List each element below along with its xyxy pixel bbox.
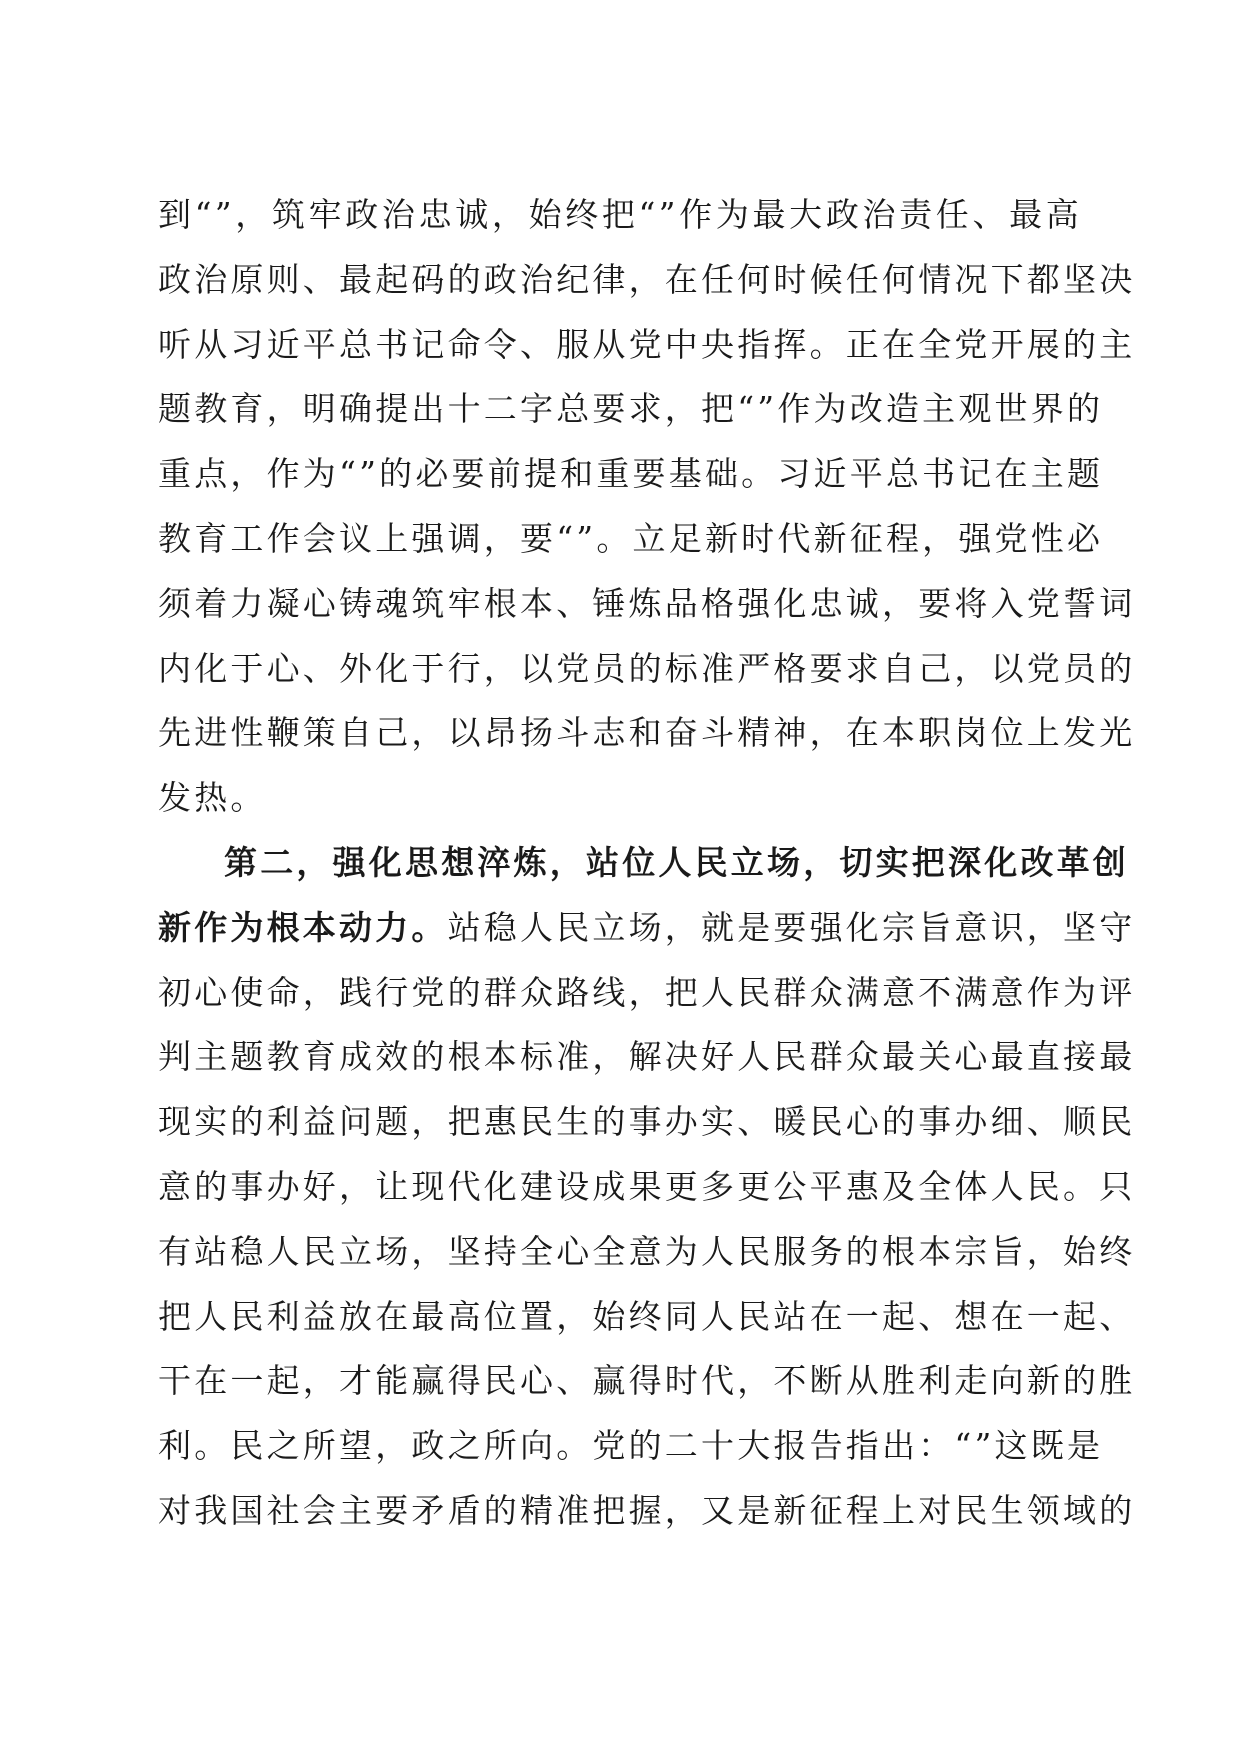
text-line: 意的事办好，让现代化建设成果更多更公平惠及全体人民。只 (158, 1166, 1136, 1206)
text-run: 站稳人民立场，就是要强化宗旨意识，坚守 (447, 907, 1136, 947)
text-line: 重点，作为“”的必要前提和重要基础。习近平总书记在主题 (158, 454, 1104, 494)
text-line: 听从习近平总书记命令、服从党中央指挥。正在全党开展的主 (158, 324, 1136, 364)
text-line: 到“”，筑牢政治忠诚，始终把“”作为最大政治责任、最高 (158, 195, 1082, 234)
body-text (158, 183, 1136, 1544)
text-line: 发热。 (158, 778, 267, 818)
text-line: 把人民利益放在最高位置，始终同人民站在一起、想在一起、 (158, 1296, 1136, 1336)
text-line: 现实的利益问题，把惠民生的事办实、暖民心的事办细、顺民 (158, 1102, 1136, 1142)
text-line: 对我国社会主要矛盾的精准把握，又是新征程上对民生领域的 (158, 1490, 1136, 1530)
paragraph-1 (158, 183, 1136, 831)
section-heading-end: 新作为根本动力。 (158, 907, 448, 947)
text-line: 内化于心、外化于行，以党员的标准严格要求自己，以党员的 (158, 648, 1136, 688)
text-line: 先进性鞭策自己，以昂扬斗志和奋斗精神，在本职岗位上发光 (158, 713, 1136, 753)
text-line (158, 896, 1136, 961)
paragraph-2 (158, 831, 1136, 1544)
text-line: 干在一起，才能赢得民心、赢得时代，不断从胜利走向新的胜 (158, 1361, 1136, 1401)
text-line: 须着力凝心铸魂筑牢根本、锤炼品格强化忠诚，要将入党誓词 (158, 583, 1136, 623)
section-heading: 第二，强化思想淬炼，站位人民立场，切实把深化改革创 (224, 842, 1129, 882)
text-line: 有站稳人民立场，坚持全心全意为人民服务的根本宗旨，始终 (158, 1231, 1136, 1271)
text-line: 利。民之所望，政之所向。党的二十大报告指出：“”这既是 (158, 1426, 1104, 1466)
text-line: 判主题教育成效的根本标准，解决好人民群众最关心最直接最 (158, 1037, 1136, 1077)
text-line: 政治原则、最起码的政治纪律，在任何时候任何情况下都坚决 (158, 259, 1136, 299)
text-line: 教育工作会议上强调，要“”。立足新时代新征程，强党性必 (158, 518, 1104, 558)
text-line: 题教育，明确提出十二字总要求，把“”作为改造主观世界的 (158, 389, 1104, 429)
text-line: 初心使命，践行党的群众路线，把人民群众满意不满意作为评 (158, 972, 1136, 1012)
